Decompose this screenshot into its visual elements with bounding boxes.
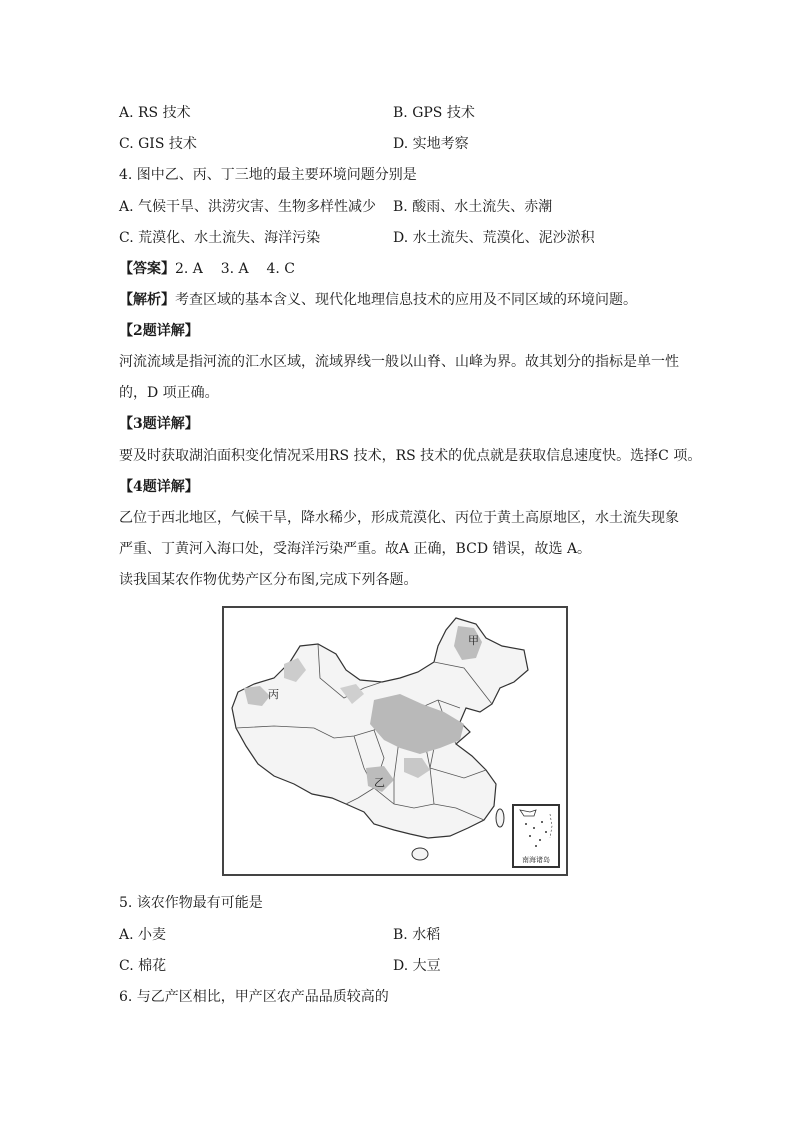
option-letter: D. — [393, 136, 409, 152]
option-letter: C. — [119, 136, 134, 152]
detail-4-heading: 【4题详解】 — [119, 479, 199, 495]
option-text: 水稻 — [412, 927, 441, 943]
option-text: GPS 技术 — [412, 105, 475, 121]
option-letter: C. — [119, 958, 134, 974]
question-5-stem: 5. 该农作物最有可能是 — [119, 895, 263, 911]
analysis-label: 【解析】 — [119, 292, 175, 308]
q4-option-a — [119, 197, 376, 217]
option-letter: B. — [393, 105, 408, 121]
answer-line — [119, 259, 295, 279]
option-letter: D. — [393, 958, 409, 974]
detail-2-line-2: 的，D 项正确。 — [119, 385, 219, 401]
q5-option-b — [393, 925, 440, 945]
detail-3-line-1: 要及时获取湖泊面积变化情况采用RS 技术，RS 技术的优点就是获取信息速度快。选择C 项。 — [119, 448, 702, 464]
option-text: RS 技术 — [138, 105, 191, 121]
detail-4-line-2: 严重、丁黄河入海口处，受海洋污染严重。故A 正确，BCD 错误，故选 A。 — [119, 541, 592, 557]
option-a — [119, 103, 191, 123]
q5-option-c — [119, 956, 166, 976]
q4-option-d — [393, 228, 595, 248]
q4-option-c — [119, 228, 320, 248]
question-4-stem: 4. 图中乙、丙、丁三地的最主要环境问题分别是 — [119, 167, 417, 183]
map-label-bing: 丙 — [268, 688, 279, 701]
option-c — [119, 134, 197, 154]
option-text: 水土流失、荒漠化、泥沙淤积 — [412, 230, 595, 246]
option-text: 酸雨、水土流失、赤潮 — [412, 199, 553, 215]
option-d — [393, 134, 469, 154]
q5-option-a — [119, 925, 166, 945]
answer-text: 2. A 3. A 4. C — [175, 261, 295, 277]
option-text: 荒漠化、水土流失、海洋污染 — [138, 230, 321, 246]
option-letter: C. — [119, 230, 134, 246]
option-letter: A. — [119, 199, 134, 215]
question-6-stem: 6. 与乙产区相比，甲产区农产品品质较高的 — [119, 989, 389, 1005]
map-intro: 读我国某农作物优势产区分布图,完成下列各题。 — [119, 572, 418, 588]
q5-option-d — [393, 956, 441, 976]
detail-4-line-1: 乙位于西北地区，气候干旱，降水稀少，形成荒漠化、丙位于黄土高原地区，水土流失现象 — [119, 510, 679, 526]
map-label-jia: 甲 — [468, 634, 479, 647]
inset-islands-svg — [514, 806, 558, 856]
answer-label: 【答案】 — [119, 261, 175, 277]
option-b — [393, 103, 475, 123]
detail-2-heading: 【2题详解】 — [119, 323, 199, 339]
south-china-sea-inset — [512, 804, 560, 868]
option-letter: A. — [119, 927, 134, 943]
inset-label: 南海诸岛 — [522, 856, 550, 864]
analysis-text: 考查区域的基本含义、现代化地理信息技术的应用及不同区域的环境问题。 — [175, 292, 637, 308]
option-letter: A. — [119, 105, 134, 121]
analysis-line — [119, 290, 637, 310]
option-text: 气候干旱、洪涝灾害、生物多样性减少 — [138, 199, 377, 215]
q4-option-b — [393, 197, 552, 217]
detail-3-heading: 【3题详解】 — [119, 416, 199, 432]
option-text: 实地考察 — [412, 136, 469, 152]
option-letter: B. — [393, 199, 408, 215]
option-letter: D. — [393, 230, 409, 246]
option-text: 棉花 — [138, 958, 167, 974]
option-text: 小麦 — [138, 927, 167, 943]
option-letter: B. — [393, 927, 408, 943]
map-label-yi: 乙 — [374, 776, 385, 789]
option-text: 大豆 — [412, 958, 441, 974]
china-crop-map — [222, 606, 568, 876]
detail-2-line-1: 河流流域是指河流的汇水区域，流域界线一般以山脊、山峰为界。故其划分的指标是单一性 — [119, 354, 679, 370]
option-text: GIS 技术 — [138, 136, 197, 152]
